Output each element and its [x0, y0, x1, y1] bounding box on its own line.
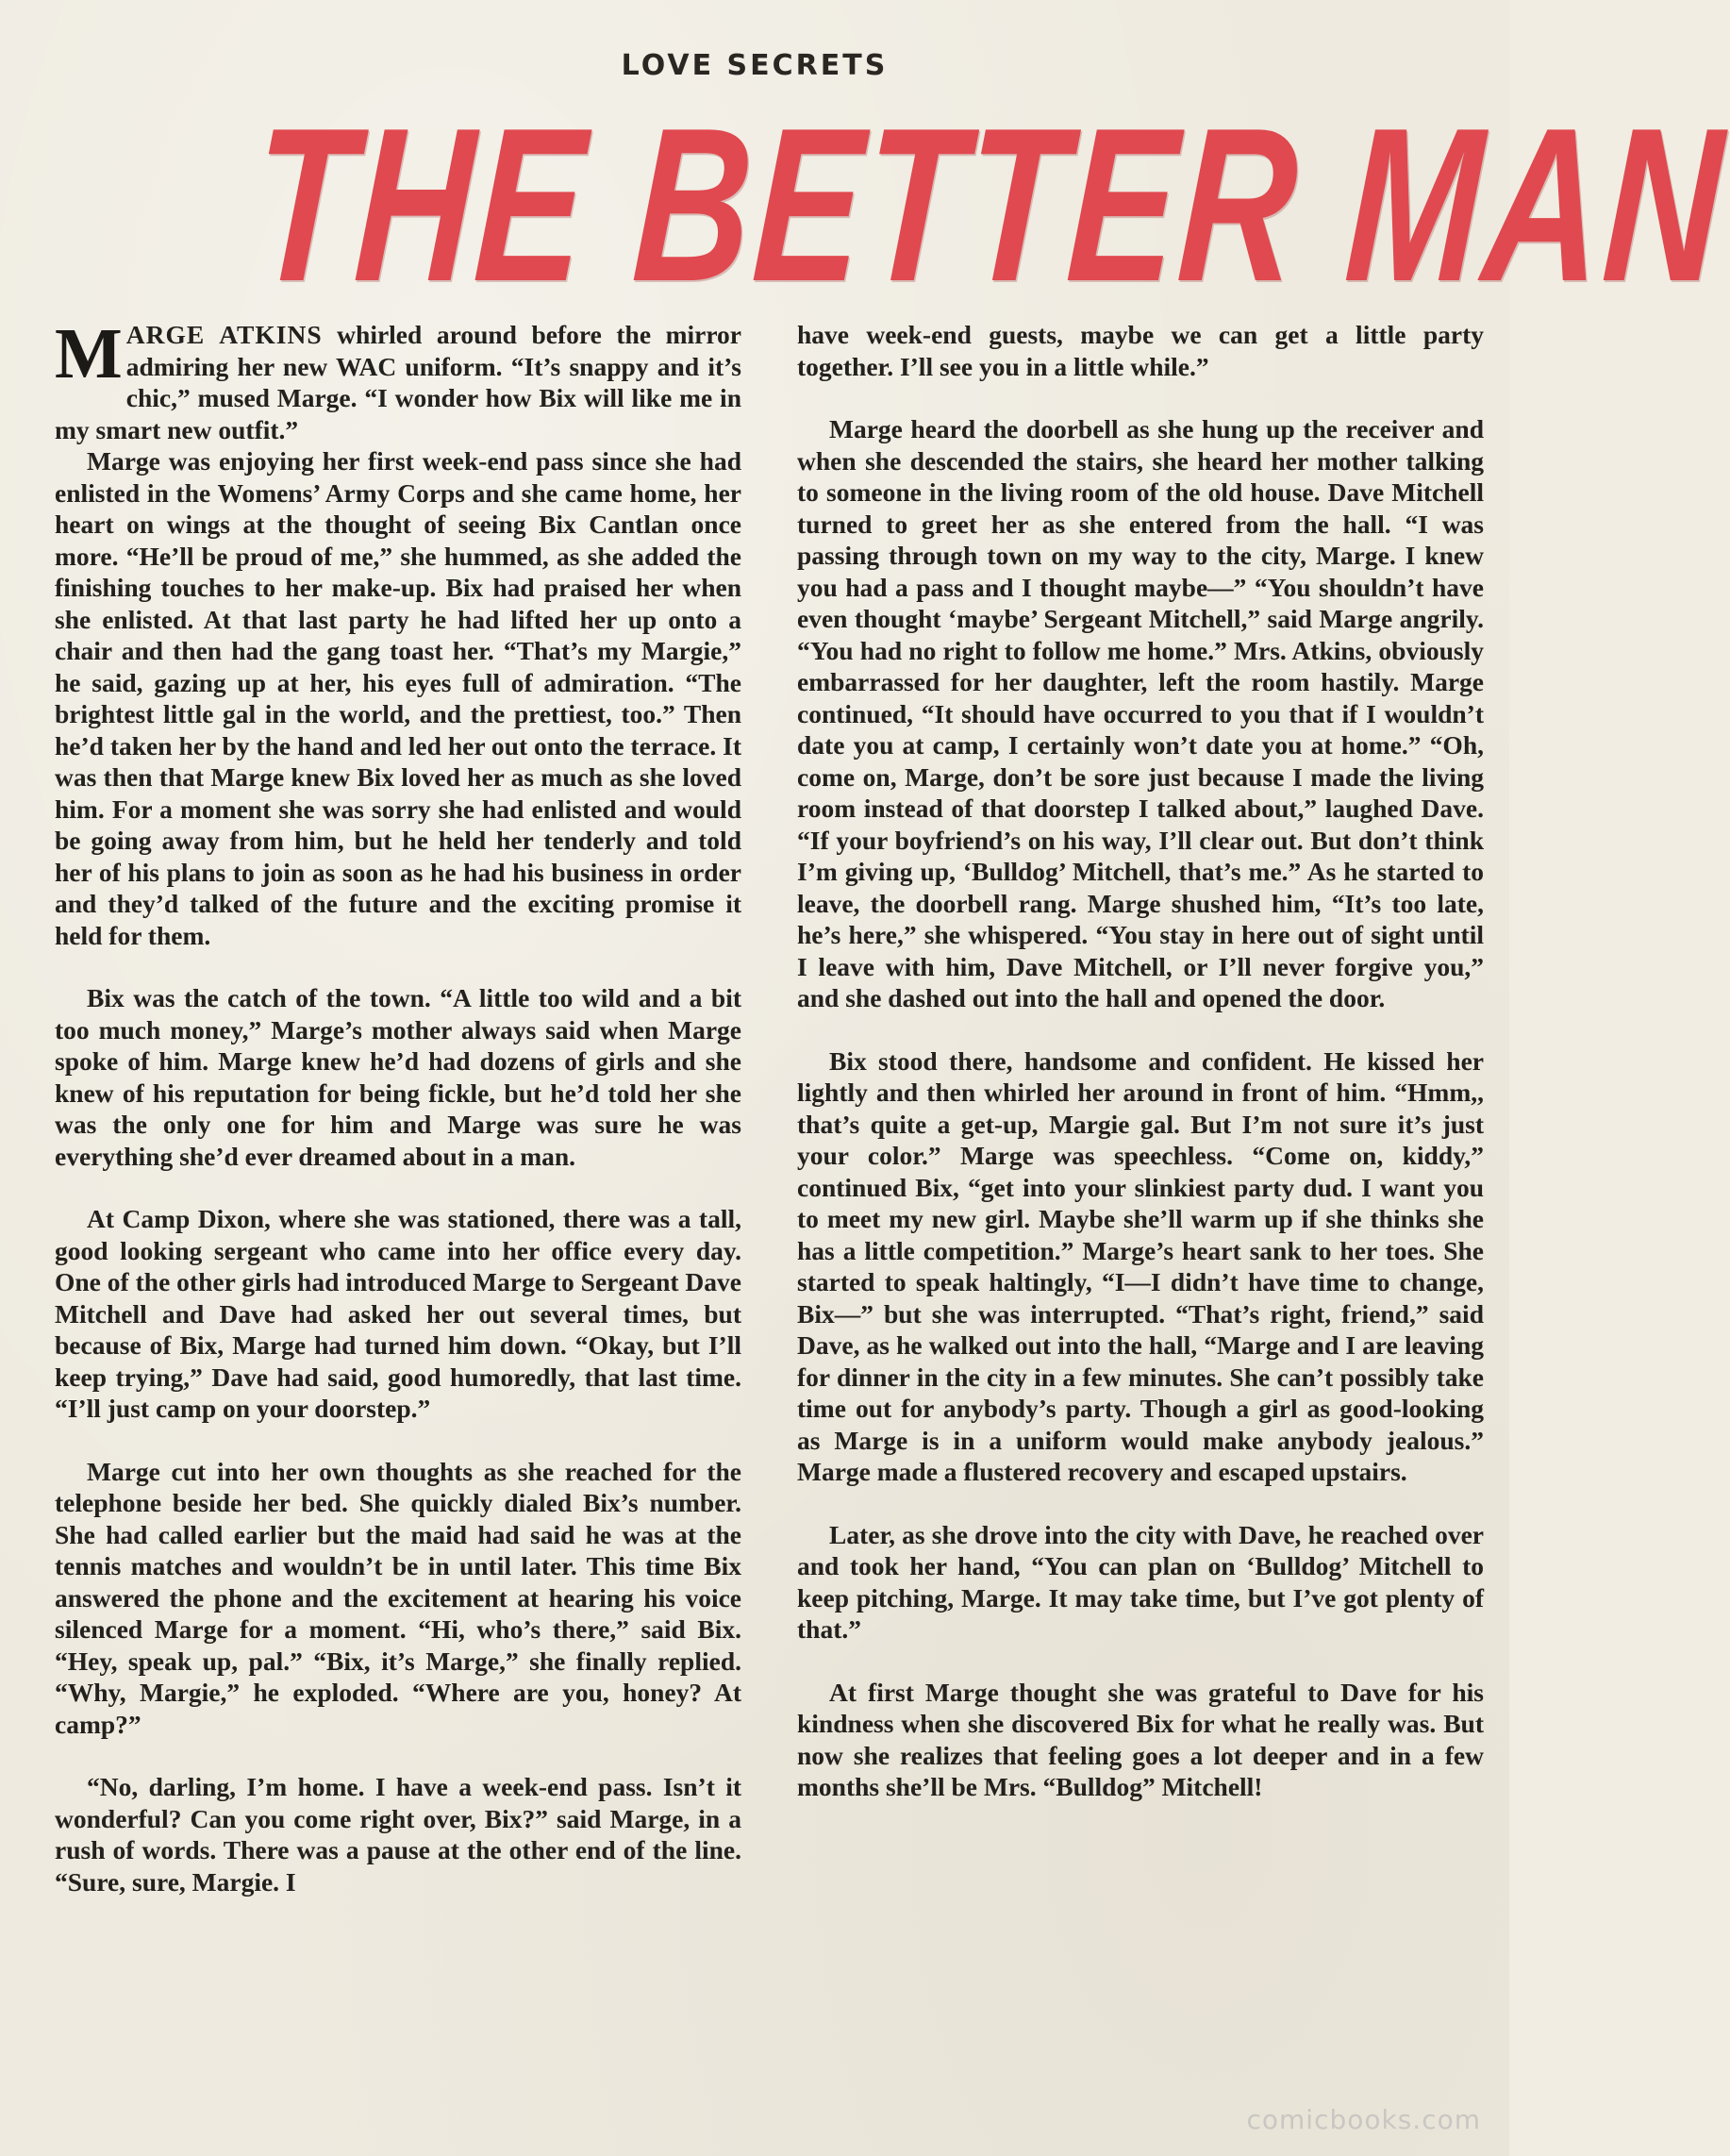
site-watermark: comicbooks.com [1246, 2104, 1481, 2135]
story-paragraph: At Camp Dixon, where she was stationed, there was a tall, good looking sergeant who came into her office every day. One of the other girls had introduced Marge to Sergeant Dave Mitchell and Dave had asked her out several times, but because of Bix, Marge had turned him down. “Okay, but I’ll keep trying,” Dave had said, good humoredly, that last time. “I’ll just camp on your doorstep.” [55, 1204, 741, 1423]
right-column [797, 319, 1484, 1803]
story-paragraph: Bix stood there, handsome and confident. He kissed her lightly and then whirled her around in front of him. “Hmm,, that’s quite a get-up, Margie gal. But I’m not sure it’s just your color.” Marge was speechless. “Come on, kiddy,” continued Bix, “get into your slinkiest party dud. I want you to meet my new girl. Maybe she’ll warm up if she thinks she has a little competition.” Marge’s heart sank to her toes. She started to speak haltingly, “I—I didn’t have time to change, Bix—” but she was interrupted. “That’s right, friend,” said Dave, as he walked out into the hall, “Marge and I are leaving for dinner in the city in a few minutes. She can’t possibly take time out for anybody’s party. Though a girl as good-looking as Marge is in a uniform would make anybody jealous.” Marge made a flustered recovery and escaped upstairs. [797, 1045, 1484, 1486]
story-paragraph: Bix was the catch of the town. “A little too wild and a bit too much money,” Marge’s mother always said when Marge spoke of him. Marge knew he’d had dozens of girls and she knew of his reputation for being fickle, but he’d told her she was the only one for him and Marge was sure he was everything she’d ever dreamed about in a man. [55, 983, 741, 1171]
story-paragraph [55, 314, 741, 445]
paragraph-text: whirled around before the mirror admiring her new WAC uniform. “It’s snappy and it’s chic,” mused Marge. “I wonder how Bix will like me in my smart new outfit.” [55, 320, 741, 444]
series-title: LOVE SECRETS [621, 49, 889, 82]
story-paragraph: At first Marge thought she was grateful to Dave for his kindness when she discovered Bix for what he really was. But now she realizes that feeling goes a lot deeper and in a few months she’ll be Mrs. “Bulldog” Mitchell! [797, 1677, 1484, 1801]
story-paragraph: Marge cut into her own thoughts as she reached for the telephone beside her bed. She quickly dialed Bix’s number. She had called earlier but the maid had said he was at the tennis matches and wouldn’t be in until later. This time Bix answered the phone and the excitement at hearing his voice silenced Marge for a moment. “Hi, who’s there,” said Bix. “Hey, speak up, pal.” “Bix, it’s Marge,” she finally replied. “Why, Margie,” he exploded. “Where are you, honey? At camp?” [55, 1456, 741, 1739]
story-paragraph: have week-end guests, maybe we can get a little party together. I’ll see you in a little while.” [797, 320, 1484, 381]
story-paragraph: Marge heard the doorbell as she hung up the receiver and when she descended the stairs, she heard her mother talking to someone in the living room of the old house. Dave Mitchell turned to greet her as she entered from the hall. “I was passing through town on my way to the city, Marge. I knew you had a pass and I thought maybe—” “You shouldn’t have even thought ‘maybe’ Sergeant Mitchell,” said Marge angrily. “You had no right to follow me home.” Mrs. Atkins, obviously embarrassed for her daughter, left the room hastily. Marge continued, “It should have occurred to you that if I wouldn’t date you at camp, I certainly won’t date you at home.” “Oh, come on, Marge, don’t be sore just because I made the living room instead of that doorstep I talked about,” laughed Dave. “If your boyfriend’s on his way, I’ll clear out. But don’t think I’m giving up, ‘Bulldog’ Mitchell, that’s me.” As he started to leave, the doorbell rang. Marge shushed him, “It’s too late, he’s here,” she whispered. “You stay in here out of sight until I leave with him, Dave Mitchell, or I’ll never forgive you,” and she dashed out into the hall and opened the door. [797, 414, 1484, 1012]
story-paragraph: Later, as she drove into the city with Dave, he reached over and took her hand, “You can plan on ‘Bulldog’ Mitchell to keep pitching, Marge. It may take time, but I’ve got plenty of that.” [797, 1519, 1484, 1644]
drop-cap: M [55, 314, 123, 393]
story-title: THE BETTER MAN [248, 83, 1730, 327]
story-paragraph: “No, darling, I’m home. I have a week-end pass. Isn’t it wonderful? Can you come right over, Bix?” said Marge, in a rush of words. There was a pause at the other end of the line. “Sure, sure, Margie. I [55, 1772, 741, 1897]
left-column [55, 314, 741, 1897]
opening-words: ARGE ATKINS [125, 320, 323, 349]
story-paragraph: Marge was enjoying her first week-end pass since she had enlisted in the Womens’ Army Corps and she came home, her heart on wings at the thought of seeing Bix Cantlan once more. “He’ll be proud of me,” she hummed, as she added the finishing touches to her make-up. Bix had praised her when she enlisted. At that last party he had lifted her up onto a chair and then had the gang toast her. “That’s my Margie,” he said, gazing up at her, his eyes full of admiration. “The brightest little gal in the world, and the prettiest, too.” Then he’d taken her by the hand and led her out onto the terrace. It was then that Marge knew Bix loved her as much as she loved him. For a moment she was sorry she had enlisted and would be going away from him, but he held her tenderly and told her of his plans to join as soon as he had his business in order and they’d talked of the future and the exciting promise it held for them. [55, 446, 741, 950]
